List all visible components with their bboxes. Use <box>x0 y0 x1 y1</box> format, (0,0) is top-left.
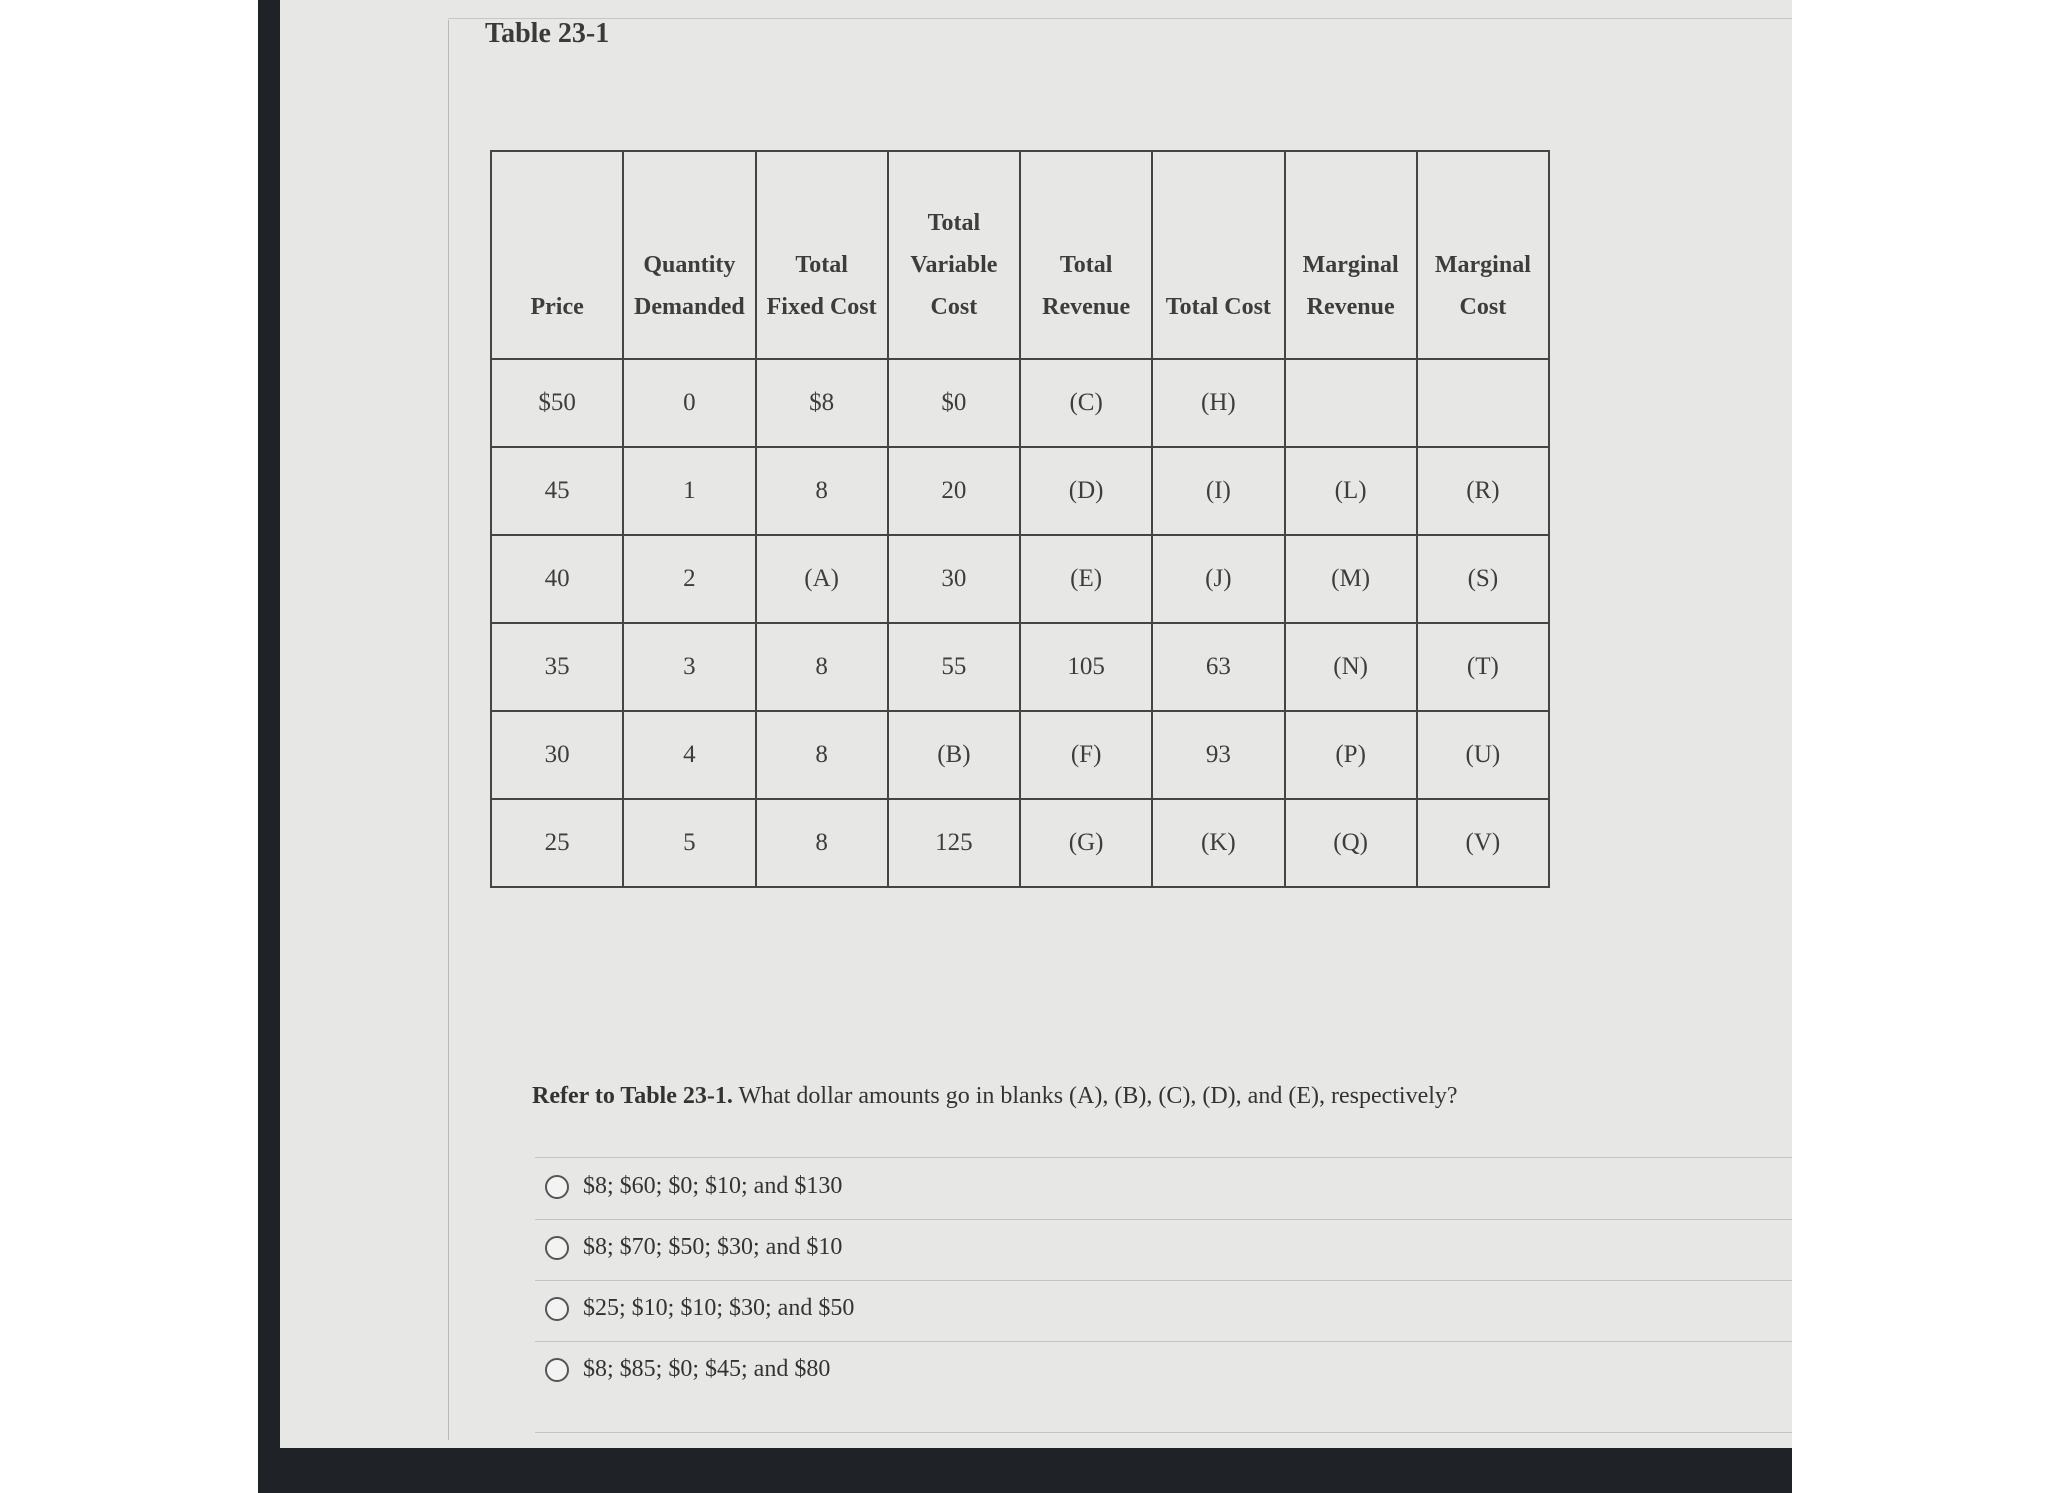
divider <box>535 1341 1792 1342</box>
radio-button[interactable] <box>545 1175 569 1199</box>
table-cell: (C) <box>1020 359 1152 447</box>
table-cell: 0 <box>623 359 755 447</box>
table-cell: 55 <box>888 623 1020 711</box>
table-cell: (D) <box>1020 447 1152 535</box>
answer-option-1[interactable] <box>545 1173 842 1200</box>
background-right <box>1792 0 2048 1493</box>
column-header <box>1417 151 1549 359</box>
table-cell: (P) <box>1285 711 1417 799</box>
table-cell: (J) <box>1152 535 1284 623</box>
column-header-text: Revenue <box>1306 294 1395 320</box>
question-body: What dollar amounts go in blanks (A), (B), (C), (D), and (E), respectively? <box>732 1083 1458 1109</box>
divider <box>535 1157 1792 1158</box>
column-header <box>491 151 623 359</box>
table-cell: $50 <box>491 359 623 447</box>
answer-option-label: $8; $70; $50; $30; and $10 <box>583 1234 843 1260</box>
table-cell: (R) <box>1417 447 1549 535</box>
table-cell: (N) <box>1285 623 1417 711</box>
column-header <box>888 151 1020 359</box>
column-header <box>1152 151 1284 359</box>
table-row <box>491 359 1549 447</box>
table-cell: $8 <box>756 359 888 447</box>
divider <box>535 1219 1792 1220</box>
monitor-bezel-bottom <box>258 1448 1792 1493</box>
answer-option-4[interactable] <box>545 1356 830 1383</box>
answer-option-label: $8; $85; $0; $45; and $80 <box>583 1356 831 1382</box>
column-header-text: Revenue <box>1042 294 1131 320</box>
table-cell: 2 <box>623 535 755 623</box>
column-header-text: Total Cost <box>1165 294 1271 320</box>
radio-button[interactable] <box>545 1297 569 1321</box>
column-header-text: Marginal <box>1302 252 1399 278</box>
table-cell: (A) <box>756 535 888 623</box>
table-cell: $0 <box>888 359 1020 447</box>
table-cell: 93 <box>1152 711 1284 799</box>
table-row <box>491 711 1549 799</box>
column-header <box>756 151 888 359</box>
table-cell: 45 <box>491 447 623 535</box>
column-header-text: Marginal <box>1434 252 1531 278</box>
table-cell: 105 <box>1020 623 1152 711</box>
question-reference: Refer to Table 23-1. <box>532 1083 733 1109</box>
table-body <box>491 359 1549 887</box>
table-header-row <box>491 151 1549 359</box>
table-cell: (G) <box>1020 799 1152 887</box>
table-cell: 4 <box>623 711 755 799</box>
table-cell: 20 <box>888 447 1020 535</box>
radio-button[interactable] <box>545 1236 569 1260</box>
table-cell: 8 <box>756 799 888 887</box>
column-header-text: Variable <box>910 252 998 278</box>
table-cell: 3 <box>623 623 755 711</box>
table-cell: 63 <box>1152 623 1284 711</box>
table-cell: 30 <box>888 535 1020 623</box>
table-cell: (S) <box>1417 535 1549 623</box>
table-cell: (U) <box>1417 711 1549 799</box>
table-cell: (V) <box>1417 799 1549 887</box>
table-title: Table 23-1 <box>485 18 610 49</box>
table-cell: (F) <box>1020 711 1152 799</box>
column-header-text: Total <box>795 252 848 278</box>
column-header-text: Fixed Cost <box>766 294 877 320</box>
table-cell: 1 <box>623 447 755 535</box>
table-cell: (K) <box>1152 799 1284 887</box>
background-left <box>0 0 258 1493</box>
table-row <box>491 447 1549 535</box>
column-header-text: Cost <box>1459 294 1507 320</box>
table-cell: (L) <box>1285 447 1417 535</box>
radio-button[interactable] <box>545 1358 569 1382</box>
answer-option-label: $25; $10; $10; $30; and $50 <box>583 1295 855 1321</box>
column-header <box>623 151 755 359</box>
table-cell: 40 <box>491 535 623 623</box>
panel-top-border <box>448 18 1792 19</box>
table-cell: 30 <box>491 711 623 799</box>
divider <box>535 1432 1792 1433</box>
column-header-text: Total <box>927 210 981 236</box>
panel-left-border <box>448 20 449 1440</box>
answer-option-2[interactable] <box>545 1234 842 1261</box>
table-cell: (B) <box>888 711 1020 799</box>
table-cell: (T) <box>1417 623 1549 711</box>
column-header-text: Cost <box>930 294 978 320</box>
table-cell: 25 <box>491 799 623 887</box>
question-text <box>532 1083 1458 1110</box>
cost-table <box>490 150 1550 888</box>
table-cell: (I) <box>1152 447 1284 535</box>
table-cell <box>1285 359 1417 447</box>
table-cell: (H) <box>1152 359 1284 447</box>
table-cell: 125 <box>888 799 1020 887</box>
table-cell: 8 <box>756 447 888 535</box>
table-cell: 5 <box>623 799 755 887</box>
table-cell: (E) <box>1020 535 1152 623</box>
table-row <box>491 623 1549 711</box>
table-cell: (M) <box>1285 535 1417 623</box>
column-header-text: Quantity <box>643 252 736 278</box>
table-cell: 8 <box>756 711 888 799</box>
column-header-text: Price <box>530 294 584 320</box>
table-row <box>491 535 1549 623</box>
table-cell: (Q) <box>1285 799 1417 887</box>
monitor-bezel-left <box>258 0 280 1493</box>
answer-option-3[interactable] <box>545 1295 854 1322</box>
table-cell: 35 <box>491 623 623 711</box>
table-cell: 8 <box>756 623 888 711</box>
column-header-text: Demanded <box>634 294 745 320</box>
column-header <box>1020 151 1152 359</box>
table-row <box>491 799 1549 887</box>
column-header-text: Total <box>1059 252 1113 278</box>
answer-option-label: $8; $60; $0; $10; and $130 <box>583 1173 843 1199</box>
column-header <box>1285 151 1417 359</box>
divider <box>535 1280 1792 1281</box>
table-cell <box>1417 359 1549 447</box>
